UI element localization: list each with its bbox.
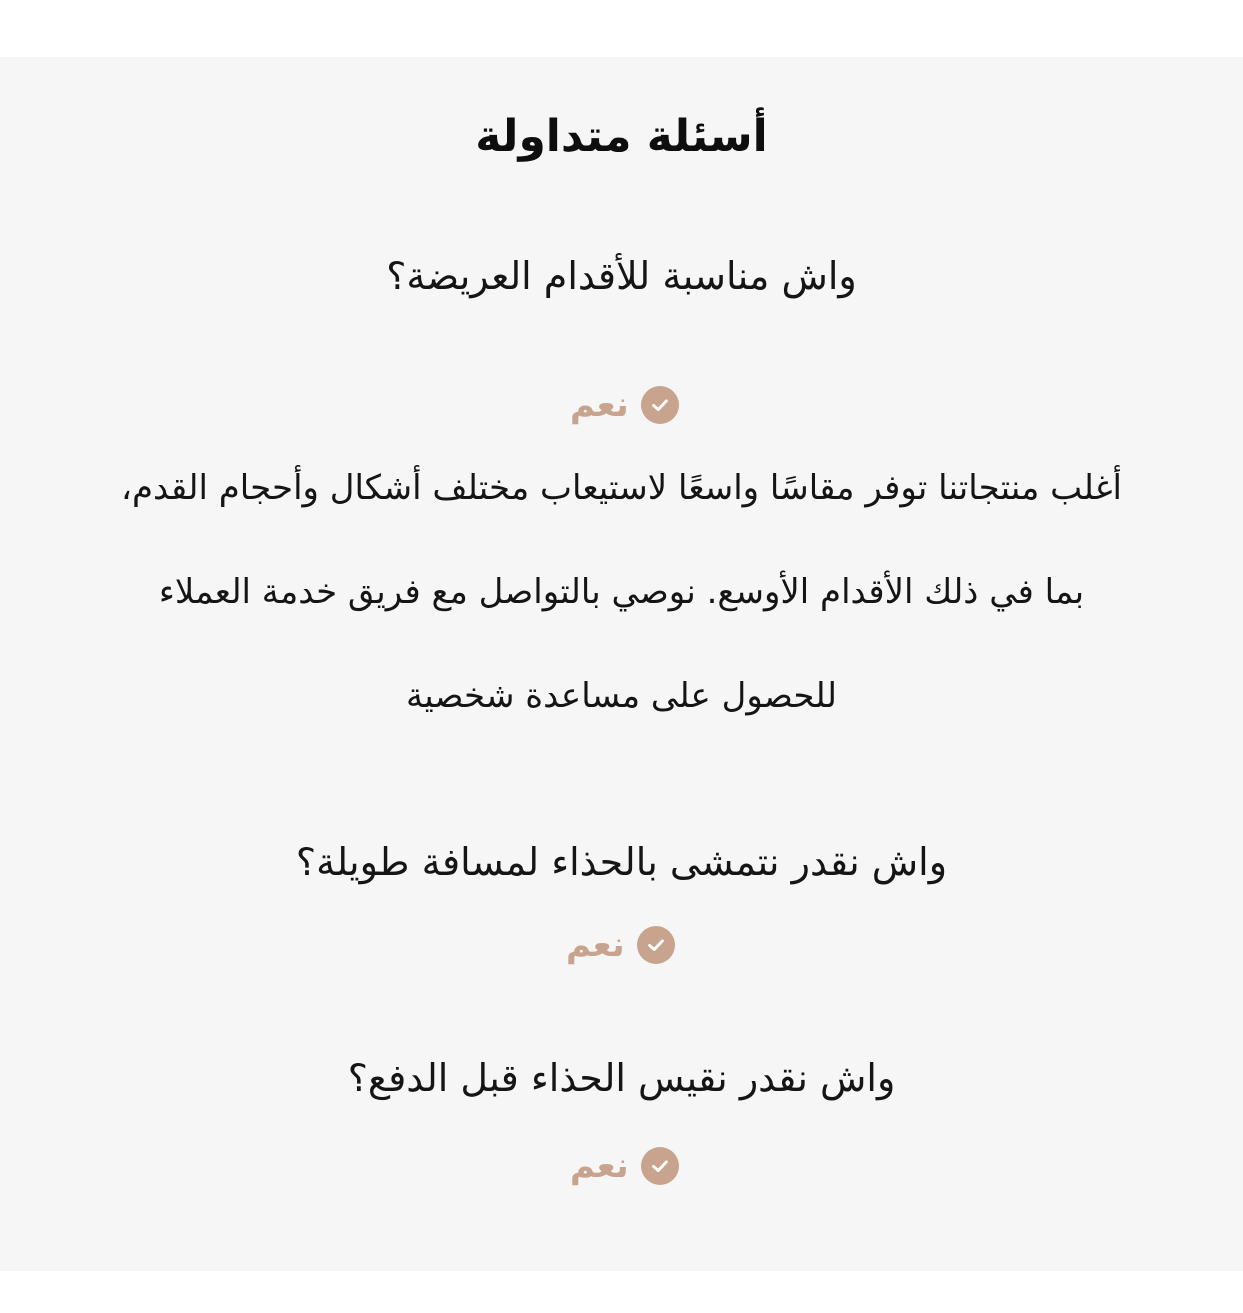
faq-answer-badge-3 [570, 1141, 679, 1191]
faq-answer-line-2: بما في ذلك الأقدام الأوسع. نوصي بالتواصل مع فريق خدمة العملاء [158, 572, 1085, 612]
check-circle-icon [641, 386, 679, 424]
badge-label: نعم [570, 385, 629, 425]
faq-question-1[interactable]: واش مناسبة للأقدام العريضة؟ [386, 254, 857, 298]
faq-answer-line-3: للحصول على مساعدة شخصية [406, 676, 837, 716]
faq-question-3[interactable]: واش نقدر نقيس الحذاء قبل الدفع؟ [347, 1056, 896, 1100]
faq-answer-badge-2 [566, 920, 675, 970]
faq-title: أسئلة متداولة [475, 111, 768, 162]
check-circle-icon [637, 926, 675, 964]
badge-label: نعم [566, 925, 625, 965]
check-circle-icon [641, 1147, 679, 1185]
faq-answer-line-1: أغلب منتجاتنا توفر مقاسًا واسعًا لاستيعاب مختلف أشكال وأحجام القدم، [121, 468, 1122, 508]
faq-question-2[interactable]: واش نقدر نتمشى بالحذاء لمسافة طويلة؟ [295, 840, 948, 884]
faq-answer-badge-1 [570, 380, 679, 430]
badge-label: نعم [570, 1146, 629, 1186]
